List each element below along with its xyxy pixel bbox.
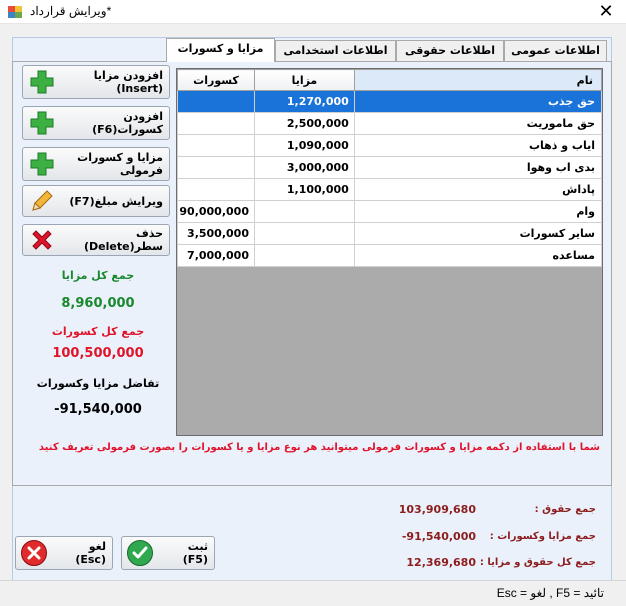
total-salary-label: جمع حقوق : xyxy=(534,504,596,515)
benefits-deductions-grid[interactable] xyxy=(176,68,603,436)
plus-icon xyxy=(29,110,55,136)
deduction-cell[interactable] xyxy=(178,91,255,113)
formula-benefits-button[interactable] xyxy=(22,147,170,181)
deduction-cell[interactable]: 90,000,000 xyxy=(178,201,255,223)
name-cell[interactable]: حق ماموریت xyxy=(354,113,601,135)
name-cell[interactable]: مساعده xyxy=(354,245,601,267)
delete-row-label: حذف سطر(Delete) xyxy=(84,227,163,253)
status-shortcuts-text: تائید = F5 , لغو = Esc xyxy=(496,586,604,600)
table-row[interactable] xyxy=(178,245,602,267)
save-button[interactable] xyxy=(121,536,215,570)
add-benefit-button[interactable] xyxy=(22,65,170,99)
deduction-cell[interactable]: 3,500,000 xyxy=(178,223,255,245)
column-header-deductions[interactable]: کسورات xyxy=(178,70,255,91)
deduction-cell[interactable] xyxy=(178,113,255,135)
total-deductions-value: 100,500,000 xyxy=(52,346,144,361)
deduction-cell[interactable] xyxy=(178,135,255,157)
tab-salary-info[interactable]: اطلاعات حقوقی xyxy=(396,40,504,62)
grand-total-value: 12,369,680 xyxy=(406,556,476,569)
table-row[interactable] xyxy=(178,223,602,245)
delete-x-icon xyxy=(29,227,55,253)
name-cell[interactable]: بدی اب وهوا xyxy=(354,157,601,179)
benefit-cell[interactable] xyxy=(254,201,354,223)
table-row[interactable] xyxy=(178,113,602,135)
deduction-cell[interactable] xyxy=(178,179,255,201)
edit-amount-label: ویرایش مبلغ(F7) xyxy=(69,194,163,208)
delete-row-button[interactable] xyxy=(22,224,170,256)
formula-hint-note: شما با استفاده از دکمه مزایا و کسورات فرمولی میتوانید هر نوع مزایا و یا کسورات را بصورت فرمولی تعریف کنید xyxy=(38,442,600,453)
deduction-cell[interactable] xyxy=(178,157,255,179)
save-label: ثبت (F5) xyxy=(182,540,208,566)
total-benefits-deductions-value: -91,540,000 xyxy=(401,530,476,543)
cancel-label: لغو (Esc) xyxy=(75,540,106,566)
benefit-cell[interactable]: 1,090,000 xyxy=(254,135,354,157)
name-cell[interactable]: سایر کسورات xyxy=(354,223,601,245)
table-row[interactable] xyxy=(178,179,602,201)
benefit-cell[interactable]: 3,000,000 xyxy=(254,157,354,179)
window-title: ویرایش قرارداد* xyxy=(30,4,112,18)
name-cell[interactable]: وام xyxy=(354,201,601,223)
total-deductions-label: جمع کل کسورات xyxy=(51,325,145,338)
plus-icon xyxy=(29,69,55,95)
name-cell[interactable]: حق جذب xyxy=(354,91,601,113)
column-header-benefits[interactable]: مزایا xyxy=(254,70,354,91)
add-benefit-label: افزودن مزایا (Insert) xyxy=(93,69,163,95)
check-icon xyxy=(126,539,154,567)
total-benefits-label: جمع کل مزایا xyxy=(61,269,135,282)
add-deduction-button[interactable] xyxy=(22,106,170,140)
total-benefits-deductions-label: جمع مزایا وکسورات : xyxy=(489,531,596,542)
formula-benefits-label: مزایا و کسورات فرمولی xyxy=(77,151,163,177)
plus-icon xyxy=(29,151,55,177)
difference-value: -91,540,000 xyxy=(54,402,142,417)
difference-label: تفاضل مزایا وکسورات xyxy=(36,377,160,390)
cancel-button[interactable] xyxy=(15,536,113,570)
tab-benefits-deductions[interactable]: مزایا و کسورات xyxy=(166,38,275,62)
total-salary-value: 103,909,680 xyxy=(398,503,476,516)
benefit-cell[interactable]: 2,500,000 xyxy=(254,113,354,135)
grand-total-label: جمع کل حقوق و مزایا : xyxy=(479,557,596,568)
pencil-icon xyxy=(29,188,55,214)
deduction-cell[interactable]: 7,000,000 xyxy=(178,245,255,267)
name-cell[interactable]: ایاب و ذهاب xyxy=(354,135,601,157)
tab-employment-info[interactable]: اطلاعات استخدامی xyxy=(275,40,396,62)
table-row[interactable] xyxy=(178,91,602,113)
table-row[interactable] xyxy=(178,201,602,223)
close-icon[interactable]: ✕ xyxy=(598,1,614,22)
column-header-name[interactable]: نام xyxy=(354,70,601,91)
benefit-cell[interactable] xyxy=(254,223,354,245)
app-form-icon xyxy=(8,5,22,19)
benefit-cell[interactable]: 1,270,000 xyxy=(254,91,354,113)
edit-amount-button[interactable] xyxy=(22,185,170,217)
title-bar xyxy=(0,0,626,24)
name-cell[interactable]: پاداش xyxy=(354,179,601,201)
status-bar xyxy=(0,580,626,606)
benefit-cell[interactable] xyxy=(254,245,354,267)
table-row[interactable] xyxy=(178,157,602,179)
cancel-x-icon xyxy=(20,539,48,567)
add-deduction-label: افزودن کسورات(F6) xyxy=(92,110,163,136)
table-row[interactable] xyxy=(178,135,602,157)
total-benefits-value: 8,960,000 xyxy=(61,296,135,311)
tab-general-info[interactable]: اطلاعات عمومی xyxy=(504,40,607,62)
benefit-cell[interactable]: 1,100,000 xyxy=(254,179,354,201)
